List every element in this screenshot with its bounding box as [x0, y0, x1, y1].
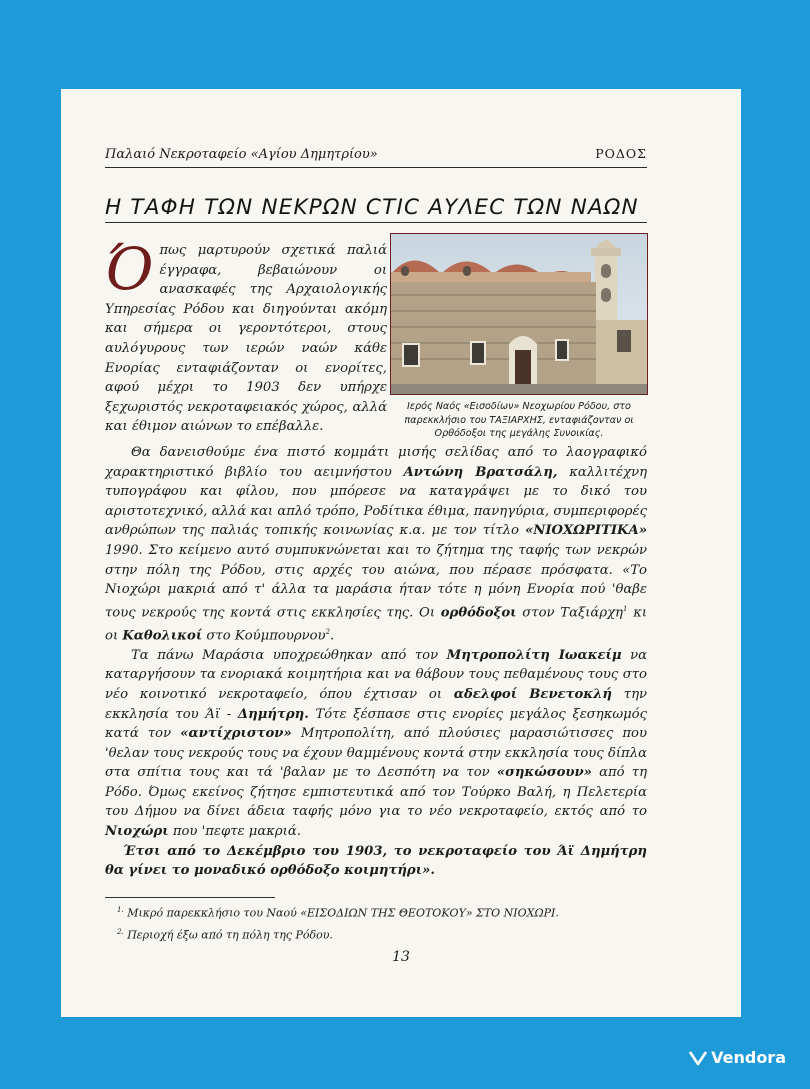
- footnote-mark: 1.: [117, 906, 124, 914]
- header-place: ΡΟΔΟΣ: [595, 146, 647, 161]
- text-run: Τότε ξέσπασε στις ενορίες μεγάλος ξεσηκωμός κατά τον: [105, 706, 647, 742]
- footnote-text: Περιοχή έξω από τη πόλη της Ρόδου.: [127, 928, 333, 942]
- footnote-1: [117, 901, 647, 923]
- bold-run: Έτσι από το Δεκέμβριο του 1903, το νεκροταφείο του Άϊ Δημήτρη θα γίνει το μοναδικό ορθόδοξο κοιμητήρι».: [105, 843, 647, 879]
- page-number: 13: [392, 949, 410, 965]
- figure-caption: Ιερός Ναός «Εισοδίων» Νεοχωρίου Ρόδου, στο παρεκκλήσιο του ΤΑΞΙΑΡΧΗΣ, ενταφιάζονταν οι Ορθόδοξοι της μεγάλης Συνοικίας.: [404, 401, 634, 439]
- text-run: στον Ταξιάρχη: [516, 605, 623, 621]
- text-run: Μητροπολίτη, από πλούσιες μαρασιώτισσες που 'θελαν τους νεκρούς τους να έχουν θαμμένους κοντά στην εκκλησία τους δίπλα στα σπίτια τους και τά 'βαλαν με το Δεσπότη να τον: [105, 726, 648, 781]
- text-run: την εκκλησία του Άϊ -: [105, 686, 647, 722]
- bold-run: ορθόδοξοι: [440, 605, 517, 621]
- text-run: Τα πάνω Μαράσια υποχρεώθηκαν από τον: [131, 647, 447, 663]
- bold-run: Νιοχώρι: [105, 824, 169, 840]
- bold-run: Μητροπολίτη Ιωακείμ: [446, 647, 622, 663]
- header-title: Παλαιό Νεκροταφείο «Αγίου Δημητρίου»: [105, 147, 378, 162]
- drop-cap: Ό: [105, 235, 154, 303]
- vendora-text: Vendora: [711, 1048, 786, 1067]
- text-run: .: [330, 628, 335, 644]
- bold-run: Δημήτρη.: [237, 706, 309, 722]
- footnote-ref: 2: [325, 627, 331, 636]
- bold-run: «ΝΙΟΧΩΡΙΤΙΚΑ»: [525, 523, 647, 539]
- text-run: να καταργήσουν τα ενοριακά κοιμητήρια και να θάβουν τους πεθαμένους τους στο νέο κοινοτικό νεκροταφείο, όπου έχτισαν οι: [105, 647, 648, 702]
- bold-run: αδελφοί Βενετοκλή: [453, 686, 612, 702]
- text-run: 1990. Στο κείμενο αυτό συμπυκνώνεται και το ζήτημα της ταφής των νεκρών στην πόλη της Ρόδου, στις αρχές του αιώνα, που πέρασε πρόσφατα. «Το Νιοχώρι μακριά από τ' άλλα τα μαράσια ήταν τότε η μόνη Ενορία πού 'θαβε τους νεκρούς της κοντά στις εκκλησίες της. Οι: [105, 542, 647, 621]
- footnote-divider: [105, 897, 275, 898]
- footnote-ref: 1: [622, 604, 628, 613]
- bold-run: Αντώνη Βρατσάλη,: [403, 464, 558, 480]
- page-title: Η ΤΑΦΗ ΤΩΝ ΝΕΚΡΩΝ CTIC ΑΥΛΕC ΤΩΝ ΝΑΩΝ: [105, 195, 647, 223]
- text-run: καλλιτέχνη τυπογράφου και φίλου, που μπόρεσε να καταγράψει με το δικό του αριστοτεχνικό, αλλά και απλό τρόπο, Ροδίτικα έθιμα, πανηγύρια, συμπεριφορές ανθρώπων της παλιάς τοπικής κοινωνίας κ.α. με τον τίτλο: [105, 464, 647, 539]
- vendora-v-icon: [689, 1050, 707, 1066]
- text-run: που 'πεφτε μακριά.: [168, 824, 301, 840]
- vendora-watermark: [689, 1048, 786, 1067]
- document-page: [61, 89, 741, 1017]
- running-header: [105, 146, 647, 168]
- church-photo: [390, 233, 648, 395]
- paragraph-2: [105, 646, 647, 842]
- paragraph-3: [105, 842, 647, 881]
- text-run: από τη Ρόδο. Όμως εκείνος ζήτησε εμπιστευτικά από τον Τούρκο Βαλή, η Πελετερία του Δήμου να δίνει άδεια ταφής μόνο για το νέο νεκροταφείο, εκτός από το: [105, 765, 647, 820]
- footnote-mark: 2.: [117, 927, 124, 936]
- bold-run: «σηκώσουν»: [496, 765, 592, 781]
- body-text: [105, 443, 647, 881]
- bold-run: Καθολικοί: [122, 628, 203, 644]
- paragraph-1: [105, 443, 647, 646]
- intro-paragraph: [105, 235, 387, 437]
- text-run: Θα δανεισθούμε ένα πιστό κομμάτι μισής σελίδας από το λαογραφικό χαρακτηριστικό βιβλίο του αειμνήστου: [105, 445, 647, 480]
- figure: [390, 233, 648, 441]
- footnotes: [117, 901, 647, 944]
- bold-run: «αντίχριστον»: [180, 726, 292, 742]
- footnote-text: Μικρό παρεκκλήσιο του Ναού «ΕΙΣΟΔΙΩΝ ΤΗΣ ΘΕΟΤΟΚΟΥ» ΣΤΟ ΝΙΟΧΩΡΙ.: [127, 906, 559, 920]
- footnote-2: [117, 923, 647, 945]
- intro-text: πως μαρτυρούν σχετικά παλιά έγγραφα, βεβαιώνουν οι ανασκαφές της Αρχαιολογικής Υπηρεσίας Ρόδου και διηγούνται ακόμη και σήμερα οι γεροντότεροι, στους αυλόγυρους των ιερών ναών κάθε Ενορίας ενταφιάζονταν οι ενορίτες, αφού μέχρι το 1903 δεν υπήρχε ξεχωριστός νεκροταφειακός χώρος, αλλά και έθιμον αιώνων το επέβαλλε.: [105, 243, 387, 435]
- text-run: κι οι: [105, 605, 648, 644]
- text-run: στο Κούμπουρνου: [202, 628, 326, 644]
